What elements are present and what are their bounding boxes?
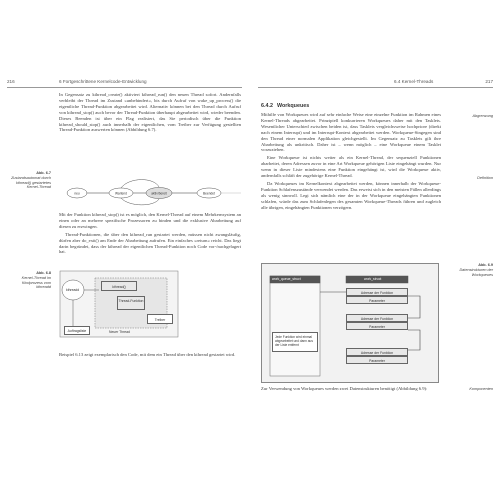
- work-queue-struct-label: work_queue_struct: [272, 277, 301, 281]
- right-page-number: 217: [485, 79, 493, 84]
- state-label-new: neu: [74, 191, 80, 196]
- left-para-4: Beispiel 6.13 zeigt exemplarisch den Code, mit dem ein Thread über den kthread gestartet wird.: [59, 352, 236, 357]
- right-chapter-title: 6.4 Kernel-Threads: [394, 79, 434, 84]
- job-list-box: Auftragsliste: [64, 326, 90, 335]
- margin-note-1: Abgrenzung: [472, 114, 493, 118]
- parameter-3: Parameter: [346, 356, 408, 364]
- diagram-note: Jede Funktion wird einmal abgearbeitet und dann aus der Liste entfernt: [272, 332, 318, 352]
- left-page: [7, 78, 242, 422]
- left-para-2-3: Mit der Funktion kthread_stop() ist es möglich, den Kernel-Thread auf einem Mehrkernsystem an einen oder an mehrere spezifische Prozessoren zu binden und die exklusive Abarbeitung auf diesen zu erzwingen. Thread-Funktionen, die über den kthread_run gestartet werden, müssen nicht zwangsläufig, dürfen aber do_exit() am Ende der Abarbeitung aufrufen. Ein einfaches »return« reicht. Das liegt darin begründet, dass der kthread der eigentlichen Thread-Funktion noch Code vor-/nachgelagert hat.: [59, 212, 241, 255]
- right-para-4: Zur Verwendung von Workqueues werden zwei Datenstrukturen benötigt (Abbildung 6.9):: [261, 386, 428, 391]
- right-para-1-3: Mithilfe von Workqueues wird auf sehr einfache Weise eine einzelne Funktion im Rahmen eines Kernel-Threads abgearbeitet. Prinzipiell konkurrieren Workqueues daher mit den Tasklets. Wesentlicher Unterschied zwischen beiden ist, dass Tasklets vergleichsweise hochpriore (direkt nach einem Interrupt) und im Interrupt-Kontext abgearbeitet werden. Workqueue-Singegen sind den Thread einer normalen Applikation gleichgestellt. Im Gegensatz zu Tasklets gilt ihre Abarbeitung als unkritisch. Daher ist – wenn möglich – eine Workqueue einem Tasklet vorzuziehen. Eine Workqueue ist nichts weiter als ein Kernel-Thread, der sequenziell Funktionen abarbeitet, deren Adressen zuvor in eine Art Workqueue gehörigen Liste eingehängt wurden. Nur wenn in dieser Liste mindestens eine Funktion eingehängt ist, wird die Workqueue aktiv, andernfalls schläft der zugehörige Kernel-Thread. Da Workqueues im Kernelkontext abgearbeitet werden, können innerhalb der Workqueue-Funktion Schlafenszustände verwendet werden. Das erweist sich in den meisten Fällen allerdings als wenig sinnvoll. Legt sich nämlich eine der in der Workqueue eingehängten Funktionen schlafen, würde das zum Schlafenlegen des gesamten Workqueue-Threads führen und zugleich alle übrigen, eingehängten Funktionen verzögern.: [261, 112, 441, 210]
- workqueue-diagram: [261, 263, 439, 383]
- right-page: [258, 78, 493, 422]
- kthread-box: kthread(): [101, 281, 137, 291]
- state-diagram: [59, 174, 241, 208]
- fig-6-9-caption: Abb. 6.9 Datenstrukturen der Workqueues: [459, 263, 493, 277]
- fig-6-7-caption: Abb. 6.7 Zustandsautomat durch kthread() gestartetes Kernel-Thread: [11, 171, 51, 190]
- work-struct-label: work_struct: [364, 277, 382, 281]
- kthread-diagram: [59, 270, 179, 348]
- section-heading: 6.4.2 Workqueues: [261, 103, 310, 109]
- margin-note-3: Komponenten: [469, 387, 493, 391]
- kthreadd-label: kthreadd: [66, 288, 80, 292]
- left-para-1: In Gegensatz zu kthread_create() aktiviert kthread_run() den neuen Thread sofort. Andernfalls verbleibt der Thread im Zustand »unbehindert«, bis durch Aufruf von wake_up_process() die eigentliche Thread-Funktion abgearbeitet wird. Alternativ können bei den Thread durch Aufruf von kthread_stop() auch bevor der Thread-Funktion überhaupt abgearbeitet wird, wieder beenden. Dieses Beenden ist über ein Flag realisiert, das Sie periodisch über die Funktion kthread_should_stop() auch innerhalb der eigentlichen, vom Treiber zur Verfügung gestellten Thread-Funktion auswerten können (Abbildung 6.7).: [59, 92, 241, 133]
- left-page-header: [7, 78, 242, 88]
- margin-note-2: Definition: [477, 176, 493, 180]
- fig-6-8-caption: Abb. 6.8 Kernel-Thread im Kindprozess vom kthreadd: [21, 271, 51, 290]
- thread-function-box: Thread-Funktion: [117, 296, 145, 310]
- state-label-ended: Beendet: [203, 191, 215, 196]
- driver-box: Treiber: [147, 314, 173, 324]
- new-thread-label: Neuer Thread: [109, 330, 130, 334]
- left-chapter-title: 6 Fortgeschrittene Kernelcode-Entwicklung: [59, 79, 147, 84]
- state-label-active: aktiv/bereit: [151, 191, 167, 196]
- parameter-2: Parameter: [346, 322, 408, 330]
- parameter-1: Parameter: [346, 296, 408, 304]
- function-address-1: Adresse der Funktion: [346, 288, 408, 296]
- right-page-header: [258, 78, 493, 88]
- function-address-2: Adresse der Funktion: [346, 314, 408, 322]
- state-label-waiting: Wartend: [115, 191, 127, 196]
- left-page-number: 216: [7, 79, 15, 84]
- function-address-3: Adresse der Funktion: [346, 348, 408, 356]
